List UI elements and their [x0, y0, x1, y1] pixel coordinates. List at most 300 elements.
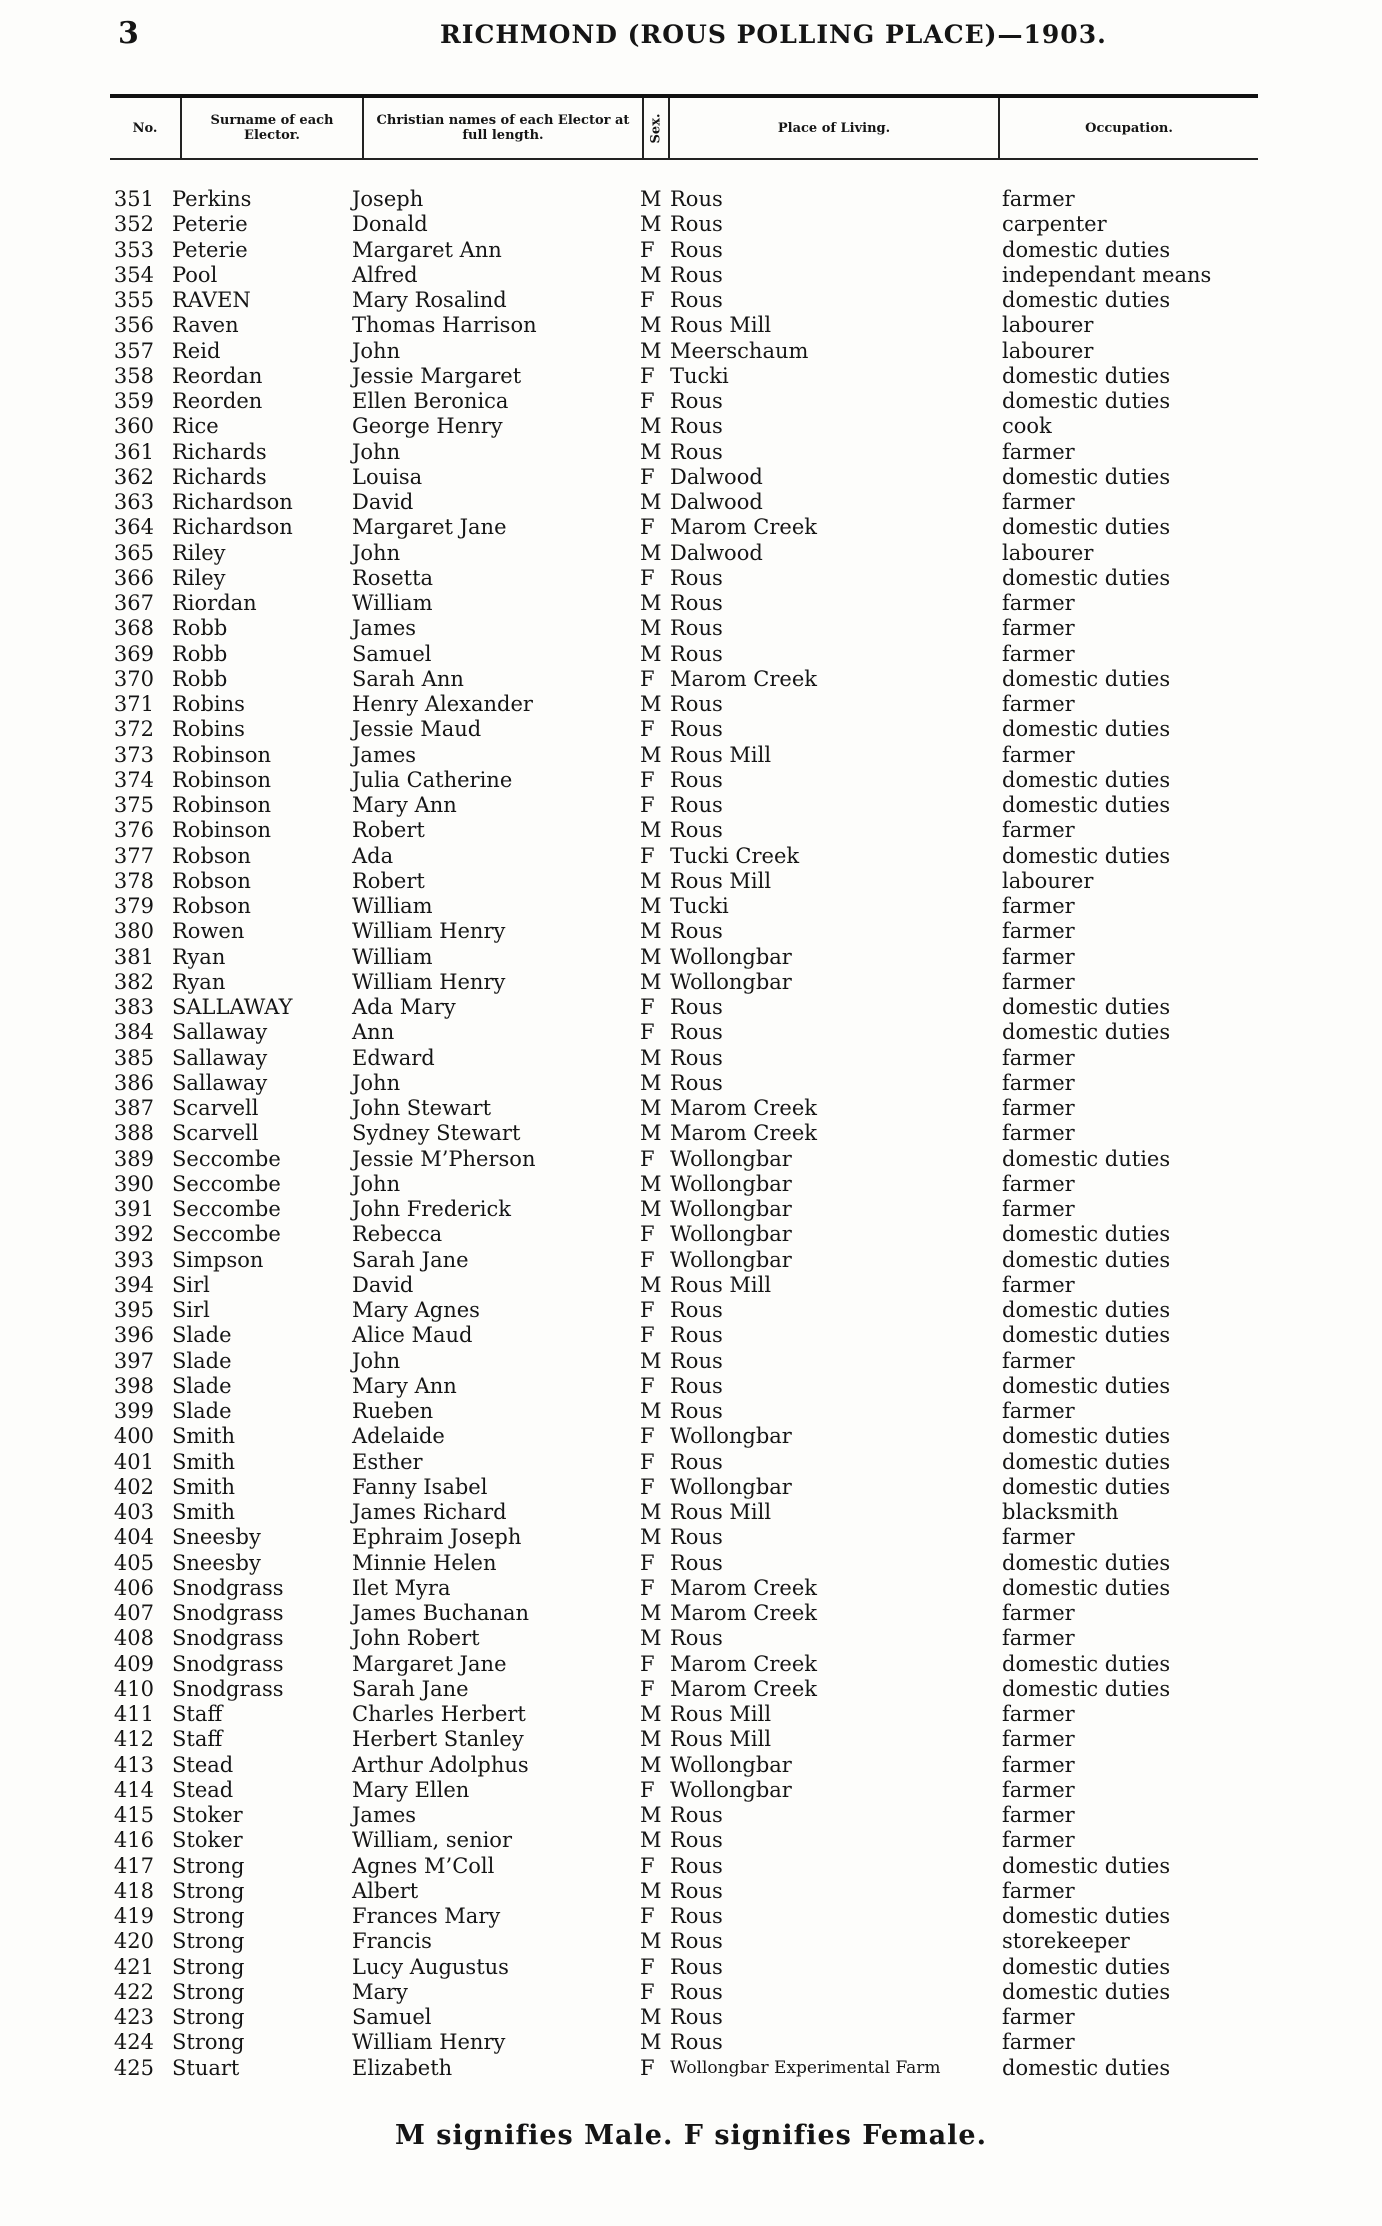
row-number: 389	[113, 1146, 154, 1171]
row-sex: M	[640, 262, 662, 287]
row-sex: M	[640, 818, 662, 843]
row-occupation: farmer	[1002, 641, 1075, 666]
row-surname: Robinson	[172, 742, 272, 767]
row-place: Marom Creek	[670, 515, 817, 540]
row-place: Rous	[670, 717, 723, 742]
row-sex: M	[640, 2030, 662, 2055]
row-christian-names: Sarah Ann	[352, 666, 464, 691]
row-christian-names: Rueben	[352, 1399, 434, 1423]
table-row	[0, 1475, 1382, 1500]
row-sex: M	[640, 692, 662, 716]
row-place: Rous	[670, 565, 723, 590]
table-row	[0, 238, 1382, 263]
row-surname: Staff	[172, 1702, 223, 1726]
row-occupation: domestic duties	[1002, 1298, 1171, 1322]
row-number: 402	[113, 1474, 154, 1499]
row-sex: F	[640, 389, 655, 413]
table-row	[0, 364, 1382, 389]
header-sex-label: Sex.	[648, 113, 664, 143]
row-occupation: farmer	[1002, 1727, 1075, 1752]
row-occupation: labourer	[1002, 540, 1094, 565]
row-occupation: farmer	[1002, 1171, 1075, 1196]
row-surname: Stuart	[172, 2055, 240, 2080]
row-occupation: farmer	[1002, 616, 1075, 641]
row-sex: F	[640, 1904, 655, 1928]
row-number: 405	[113, 1550, 154, 1575]
row-christian-names: Julia Catherine	[352, 767, 513, 792]
row-christian-names: Elizabeth	[352, 2055, 453, 2080]
row-occupation: independant means	[1002, 262, 1212, 287]
row-sex: M	[640, 1096, 662, 1120]
row-sex: M	[640, 1878, 662, 1903]
row-occupation: farmer	[1002, 1777, 1075, 1802]
table-row	[0, 1879, 1382, 1904]
row-occupation: domestic duties	[1002, 1424, 1171, 1449]
table-row	[0, 1576, 1382, 1601]
row-occupation: farmer	[1002, 1070, 1075, 1095]
table-row	[0, 1626, 1382, 1651]
table-row	[0, 1424, 1382, 1449]
row-surname: Strong	[172, 1929, 245, 1954]
row-sex: M	[640, 1929, 662, 1954]
row-place: Marom Creek	[670, 1575, 817, 1600]
row-place: Wollongbar	[670, 1474, 792, 1499]
row-sex: F	[640, 793, 655, 817]
row-surname: Ryan	[172, 944, 226, 969]
row-place: Rous	[670, 995, 723, 1019]
row-sex: M	[640, 1727, 662, 1752]
row-christian-names: Ilet Myra	[352, 1575, 451, 1600]
row-surname: Sirl	[172, 1298, 210, 1322]
row-occupation: farmer	[1002, 187, 1075, 211]
row-place: Rous Mill	[670, 868, 772, 893]
row-surname: Strong	[172, 1878, 245, 1903]
row-place: Rous	[670, 1070, 723, 1095]
row-occupation: domestic duties	[1002, 1020, 1171, 1045]
row-place: Dalwood	[670, 464, 763, 489]
row-place: Wollongbar	[670, 944, 792, 969]
row-christian-names: Mary Ellen	[352, 1777, 470, 1802]
row-occupation: farmer	[1002, 894, 1075, 918]
row-number: 408	[113, 1626, 154, 1651]
row-christian-names: John	[352, 540, 401, 565]
row-surname: Scarvell	[172, 1096, 259, 1120]
row-place: Rous	[670, 1803, 723, 1827]
row-occupation: farmer	[1002, 818, 1075, 843]
table-row	[0, 1753, 1382, 1778]
row-place: Wollongbar	[670, 1752, 792, 1777]
row-place: Rous	[670, 793, 723, 817]
row-christian-names: Minnie Helen	[352, 1550, 497, 1575]
row-occupation: farmer	[1002, 439, 1075, 464]
row-occupation: domestic duties	[1002, 1550, 1171, 1575]
row-sex: F	[640, 1146, 655, 1171]
row-number: 363	[113, 490, 154, 514]
header-surname: Surname of each Elector.	[182, 98, 364, 158]
row-christian-names: Fanny Isabel	[352, 1474, 488, 1499]
row-surname: Richardson	[172, 490, 293, 514]
row-place: Rous	[670, 1979, 723, 2004]
row-surname: Peterie	[172, 237, 248, 262]
row-place: Wollongbar	[670, 1777, 792, 1802]
row-sex: M	[640, 1525, 662, 1550]
table-row	[0, 490, 1382, 515]
row-sex: F	[640, 1651, 655, 1676]
row-occupation: domestic duties	[1002, 565, 1171, 590]
row-christian-names: Herbert Stanley	[352, 1727, 524, 1752]
row-christian-names: Mary Agnes	[352, 1298, 480, 1322]
row-surname: Sallaway	[172, 1020, 268, 1045]
row-sex: M	[640, 1399, 662, 1423]
row-surname: Peterie	[172, 212, 248, 237]
row-number: 351	[113, 187, 154, 211]
row-sex: F	[640, 237, 655, 262]
table-row	[0, 389, 1382, 414]
table-row	[0, 793, 1382, 818]
row-number: 360	[113, 414, 154, 439]
row-occupation: domestic duties	[1002, 1449, 1171, 1474]
row-sex: M	[640, 338, 662, 363]
row-surname: RAVEN	[172, 288, 251, 312]
row-christian-names: Edward	[352, 1045, 435, 1070]
row-occupation: domestic duties	[1002, 1474, 1171, 1499]
table-row	[0, 566, 1382, 591]
row-sex: M	[640, 187, 662, 211]
row-place: Rous	[670, 1626, 723, 1651]
row-surname: Stoker	[172, 1803, 243, 1827]
row-christian-names: William	[352, 944, 433, 969]
row-occupation: domestic duties	[1002, 1222, 1171, 1247]
row-number: 388	[113, 1121, 154, 1146]
row-surname: Robinson	[172, 793, 272, 817]
row-place: Marom Creek	[670, 1121, 817, 1146]
row-place: Wollongbar	[670, 1247, 792, 1272]
row-christian-names: Sydney Stewart	[352, 1121, 521, 1146]
row-place: Dalwood	[670, 540, 763, 565]
row-christian-names: Lucy Augustus	[352, 1954, 509, 1979]
row-occupation: domestic duties	[1002, 1979, 1171, 2004]
row-christian-names: John	[352, 439, 401, 464]
row-number: 375	[113, 793, 154, 817]
row-surname: Slade	[172, 1399, 232, 1423]
row-occupation: farmer	[1002, 919, 1075, 944]
table-row	[0, 692, 1382, 717]
table-row	[0, 717, 1382, 742]
row-place: Wollongbar	[670, 1424, 792, 1449]
row-occupation: domestic duties	[1002, 464, 1171, 489]
row-occupation: farmer	[1002, 1348, 1075, 1373]
row-surname: Seccombe	[172, 1197, 281, 1221]
row-christian-names: David	[352, 1272, 414, 1297]
row-surname: Sneesby	[172, 1525, 261, 1550]
row-christian-names: John	[352, 1348, 401, 1373]
row-surname: Slade	[172, 1373, 232, 1398]
table-row	[0, 263, 1382, 288]
row-place: Rous	[670, 1045, 723, 1070]
table-row	[0, 1298, 1382, 1323]
row-occupation: farmer	[1002, 1878, 1075, 1903]
row-number: 397	[113, 1348, 154, 1373]
row-occupation: domestic duties	[1002, 1575, 1171, 1600]
row-occupation: farmer	[1002, 692, 1075, 716]
row-occupation: domestic duties	[1002, 843, 1171, 868]
row-number: 386	[113, 1070, 154, 1095]
row-surname: Stead	[172, 1777, 234, 1802]
table-header	[110, 98, 1258, 158]
row-christian-names: Margaret Jane	[352, 1651, 507, 1676]
row-place: Rous	[670, 187, 723, 211]
row-sex: F	[640, 288, 655, 312]
row-occupation: farmer	[1002, 1752, 1075, 1777]
row-christian-names: John Frederick	[352, 1197, 511, 1221]
row-surname: Rice	[172, 414, 219, 439]
row-sex: M	[640, 641, 662, 666]
row-surname: Robins	[172, 717, 245, 742]
row-sex: F	[640, 1373, 655, 1398]
row-number: 396	[113, 1323, 154, 1348]
row-number: 411	[113, 1702, 154, 1726]
row-sex: M	[640, 414, 662, 439]
row-sex: F	[640, 1222, 655, 1247]
row-sex: F	[640, 1323, 655, 1348]
row-place: Rous	[670, 237, 723, 262]
row-sex: F	[640, 1979, 655, 2004]
row-place: Rous	[670, 414, 723, 439]
row-occupation: farmer	[1002, 1197, 1075, 1221]
row-surname: Richardson	[172, 515, 293, 540]
row-number: 369	[113, 641, 154, 666]
table-row	[0, 616, 1382, 641]
table-row	[0, 1450, 1382, 1475]
table-row	[0, 1778, 1382, 1803]
row-occupation: farmer	[1002, 591, 1075, 615]
row-sex: F	[640, 1424, 655, 1449]
table-row	[0, 642, 1382, 667]
row-number: 356	[113, 313, 154, 338]
row-christian-names: Mary Rosalind	[352, 288, 507, 312]
row-christian-names: John	[352, 1070, 401, 1095]
row-number: 424	[113, 2030, 154, 2055]
row-number: 395	[113, 1298, 154, 1322]
row-occupation: farmer	[1002, 490, 1075, 514]
row-surname: Snodgrass	[172, 1676, 284, 1701]
row-number: 367	[113, 591, 154, 615]
row-place: Rous Mill	[670, 1702, 772, 1726]
elector-list	[0, 187, 1382, 2081]
row-number: 391	[113, 1197, 154, 1221]
row-surname: Robb	[172, 616, 228, 641]
table-row	[0, 2056, 1382, 2081]
row-number: 410	[113, 1676, 154, 1701]
row-place: Wollongbar	[670, 1171, 792, 1196]
row-sex: F	[640, 464, 655, 489]
row-occupation: domestic duties	[1002, 1904, 1171, 1928]
row-christian-names: Alice Maud	[352, 1323, 473, 1348]
row-christian-names: Agnes M’Coll	[352, 1853, 495, 1878]
row-christian-names: Rosetta	[352, 565, 434, 590]
row-place: Wollongbar	[670, 1197, 792, 1221]
table-row	[0, 919, 1382, 944]
row-place: Rous	[670, 1550, 723, 1575]
table-row	[0, 1046, 1382, 1071]
row-christian-names: William	[352, 591, 433, 615]
row-surname: Strong	[172, 2005, 245, 2029]
row-number: 380	[113, 919, 154, 944]
row-place: Rous Mill	[670, 742, 772, 767]
row-number: 418	[113, 1878, 154, 1903]
row-christian-names: John	[352, 338, 401, 363]
row-place: Rous	[670, 439, 723, 464]
row-number: 406	[113, 1575, 154, 1600]
row-sex: F	[640, 1676, 655, 1701]
row-christian-names: Mary Ann	[352, 1373, 457, 1398]
row-sex: F	[640, 2055, 655, 2080]
table-row	[0, 1020, 1382, 1045]
table-row	[0, 1955, 1382, 1980]
row-place: Rous	[670, 2030, 723, 2055]
row-sex: M	[640, 1752, 662, 1777]
row-occupation: domestic duties	[1002, 995, 1171, 1019]
row-place: Rous	[670, 1929, 723, 1954]
row-place: Rous	[670, 288, 723, 312]
row-christian-names: Albert	[352, 1878, 419, 1903]
table-row	[0, 1652, 1382, 1677]
row-christian-names: John	[352, 1171, 401, 1196]
row-sex: M	[640, 742, 662, 767]
row-number: 415	[113, 1803, 154, 1827]
row-surname: Stead	[172, 1752, 234, 1777]
row-christian-names: James	[352, 1803, 417, 1827]
row-christian-names: James Richard	[352, 1500, 507, 1524]
table-row	[0, 844, 1382, 869]
row-surname: Reid	[172, 338, 221, 363]
row-number: 384	[113, 1020, 154, 1045]
row-number: 417	[113, 1853, 154, 1878]
row-sex: F	[640, 1550, 655, 1575]
row-sex: M	[640, 1045, 662, 1070]
row-surname: Scarvell	[172, 1121, 259, 1146]
row-surname: Snodgrass	[172, 1651, 284, 1676]
row-surname: Reorden	[172, 389, 263, 413]
row-surname: Riordan	[172, 591, 257, 615]
row-sex: F	[640, 1247, 655, 1272]
row-occupation: labourer	[1002, 313, 1094, 338]
row-sex: M	[640, 1070, 662, 1095]
row-christian-names: Ephraim Joseph	[352, 1525, 522, 1550]
row-christian-names: Francis	[352, 1929, 432, 1954]
row-christian-names: Louisa	[352, 464, 423, 489]
row-place: Rous Mill	[670, 1500, 772, 1524]
row-number: 407	[113, 1601, 154, 1625]
table-row	[0, 515, 1382, 540]
row-number: 368	[113, 616, 154, 641]
row-place: Rous	[670, 1323, 723, 1348]
row-christian-names: Charles Herbert	[352, 1702, 526, 1726]
row-christian-names: Ada	[352, 843, 394, 868]
row-occupation: farmer	[1002, 1803, 1075, 1827]
header-christian-names: Christian names of each Elector at full length.	[364, 98, 644, 158]
row-surname: Richards	[172, 439, 267, 464]
row-occupation: domestic duties	[1002, 767, 1171, 792]
row-occupation: domestic duties	[1002, 2055, 1171, 2080]
row-surname: Sallaway	[172, 1045, 268, 1070]
page-mark: 3	[118, 16, 139, 51]
row-number: 376	[113, 818, 154, 843]
row-occupation: farmer	[1002, 742, 1075, 767]
table-row	[0, 1096, 1382, 1121]
row-number: 352	[113, 212, 154, 237]
row-occupation: farmer	[1002, 969, 1075, 994]
row-surname: Smith	[172, 1500, 235, 1524]
row-sex: M	[640, 1626, 662, 1651]
row-place: Wollongbar	[670, 969, 792, 994]
table-row	[0, 1803, 1382, 1828]
row-christian-names: William Henry	[352, 2030, 506, 2055]
header-occupation: Occupation.	[1085, 120, 1173, 136]
row-sex: M	[640, 868, 662, 893]
row-number: 364	[113, 515, 154, 540]
row-place: Rous Mill	[670, 313, 772, 338]
table-row	[0, 1248, 1382, 1273]
row-surname: Pool	[172, 262, 218, 287]
row-occupation: farmer	[1002, 2030, 1075, 2055]
table-row	[0, 1854, 1382, 1879]
row-sex: M	[640, 490, 662, 514]
row-christian-names: Ann	[352, 1020, 395, 1045]
table-row	[0, 945, 1382, 970]
table-row	[0, 440, 1382, 465]
row-christian-names: Samuel	[352, 641, 432, 666]
row-number: 354	[113, 262, 154, 287]
row-number: 357	[113, 338, 154, 363]
row-christian-names: George Henry	[352, 414, 503, 439]
row-christian-names: Donald	[352, 212, 428, 237]
row-sex: M	[640, 1348, 662, 1373]
table-row	[0, 313, 1382, 338]
table-row	[0, 818, 1382, 843]
table-row	[0, 2030, 1382, 2055]
row-surname: Strong	[172, 2030, 245, 2055]
row-number: 414	[113, 1777, 154, 1802]
row-surname: Slade	[172, 1348, 232, 1373]
header-bottom-rule	[110, 158, 1258, 160]
row-surname: Robinson	[172, 818, 272, 843]
row-surname: Sirl	[172, 1272, 210, 1297]
row-surname: Robins	[172, 692, 245, 716]
row-place: Rous	[670, 818, 723, 843]
table-row	[0, 1904, 1382, 1929]
row-number: 358	[113, 363, 154, 388]
row-sex: M	[640, 1272, 662, 1297]
row-place: Rous	[670, 1525, 723, 1550]
row-occupation: carpenter	[1002, 212, 1107, 237]
row-surname: Staff	[172, 1727, 223, 1752]
table-row	[0, 1601, 1382, 1626]
row-place: Rous	[670, 1373, 723, 1398]
row-sex: F	[640, 995, 655, 1019]
row-occupation: domestic duties	[1002, 288, 1171, 312]
row-christian-names: William Henry	[352, 969, 506, 994]
row-place: Rous	[670, 1954, 723, 1979]
row-sex: M	[640, 969, 662, 994]
row-number: 381	[113, 944, 154, 969]
row-sex: F	[640, 1853, 655, 1878]
row-number: 371	[113, 692, 154, 716]
footer-legend: M signifies Male. F signifies Female.	[395, 2120, 987, 2151]
row-number: 385	[113, 1045, 154, 1070]
row-christian-names: James	[352, 616, 417, 641]
row-place: Rous	[670, 1399, 723, 1423]
